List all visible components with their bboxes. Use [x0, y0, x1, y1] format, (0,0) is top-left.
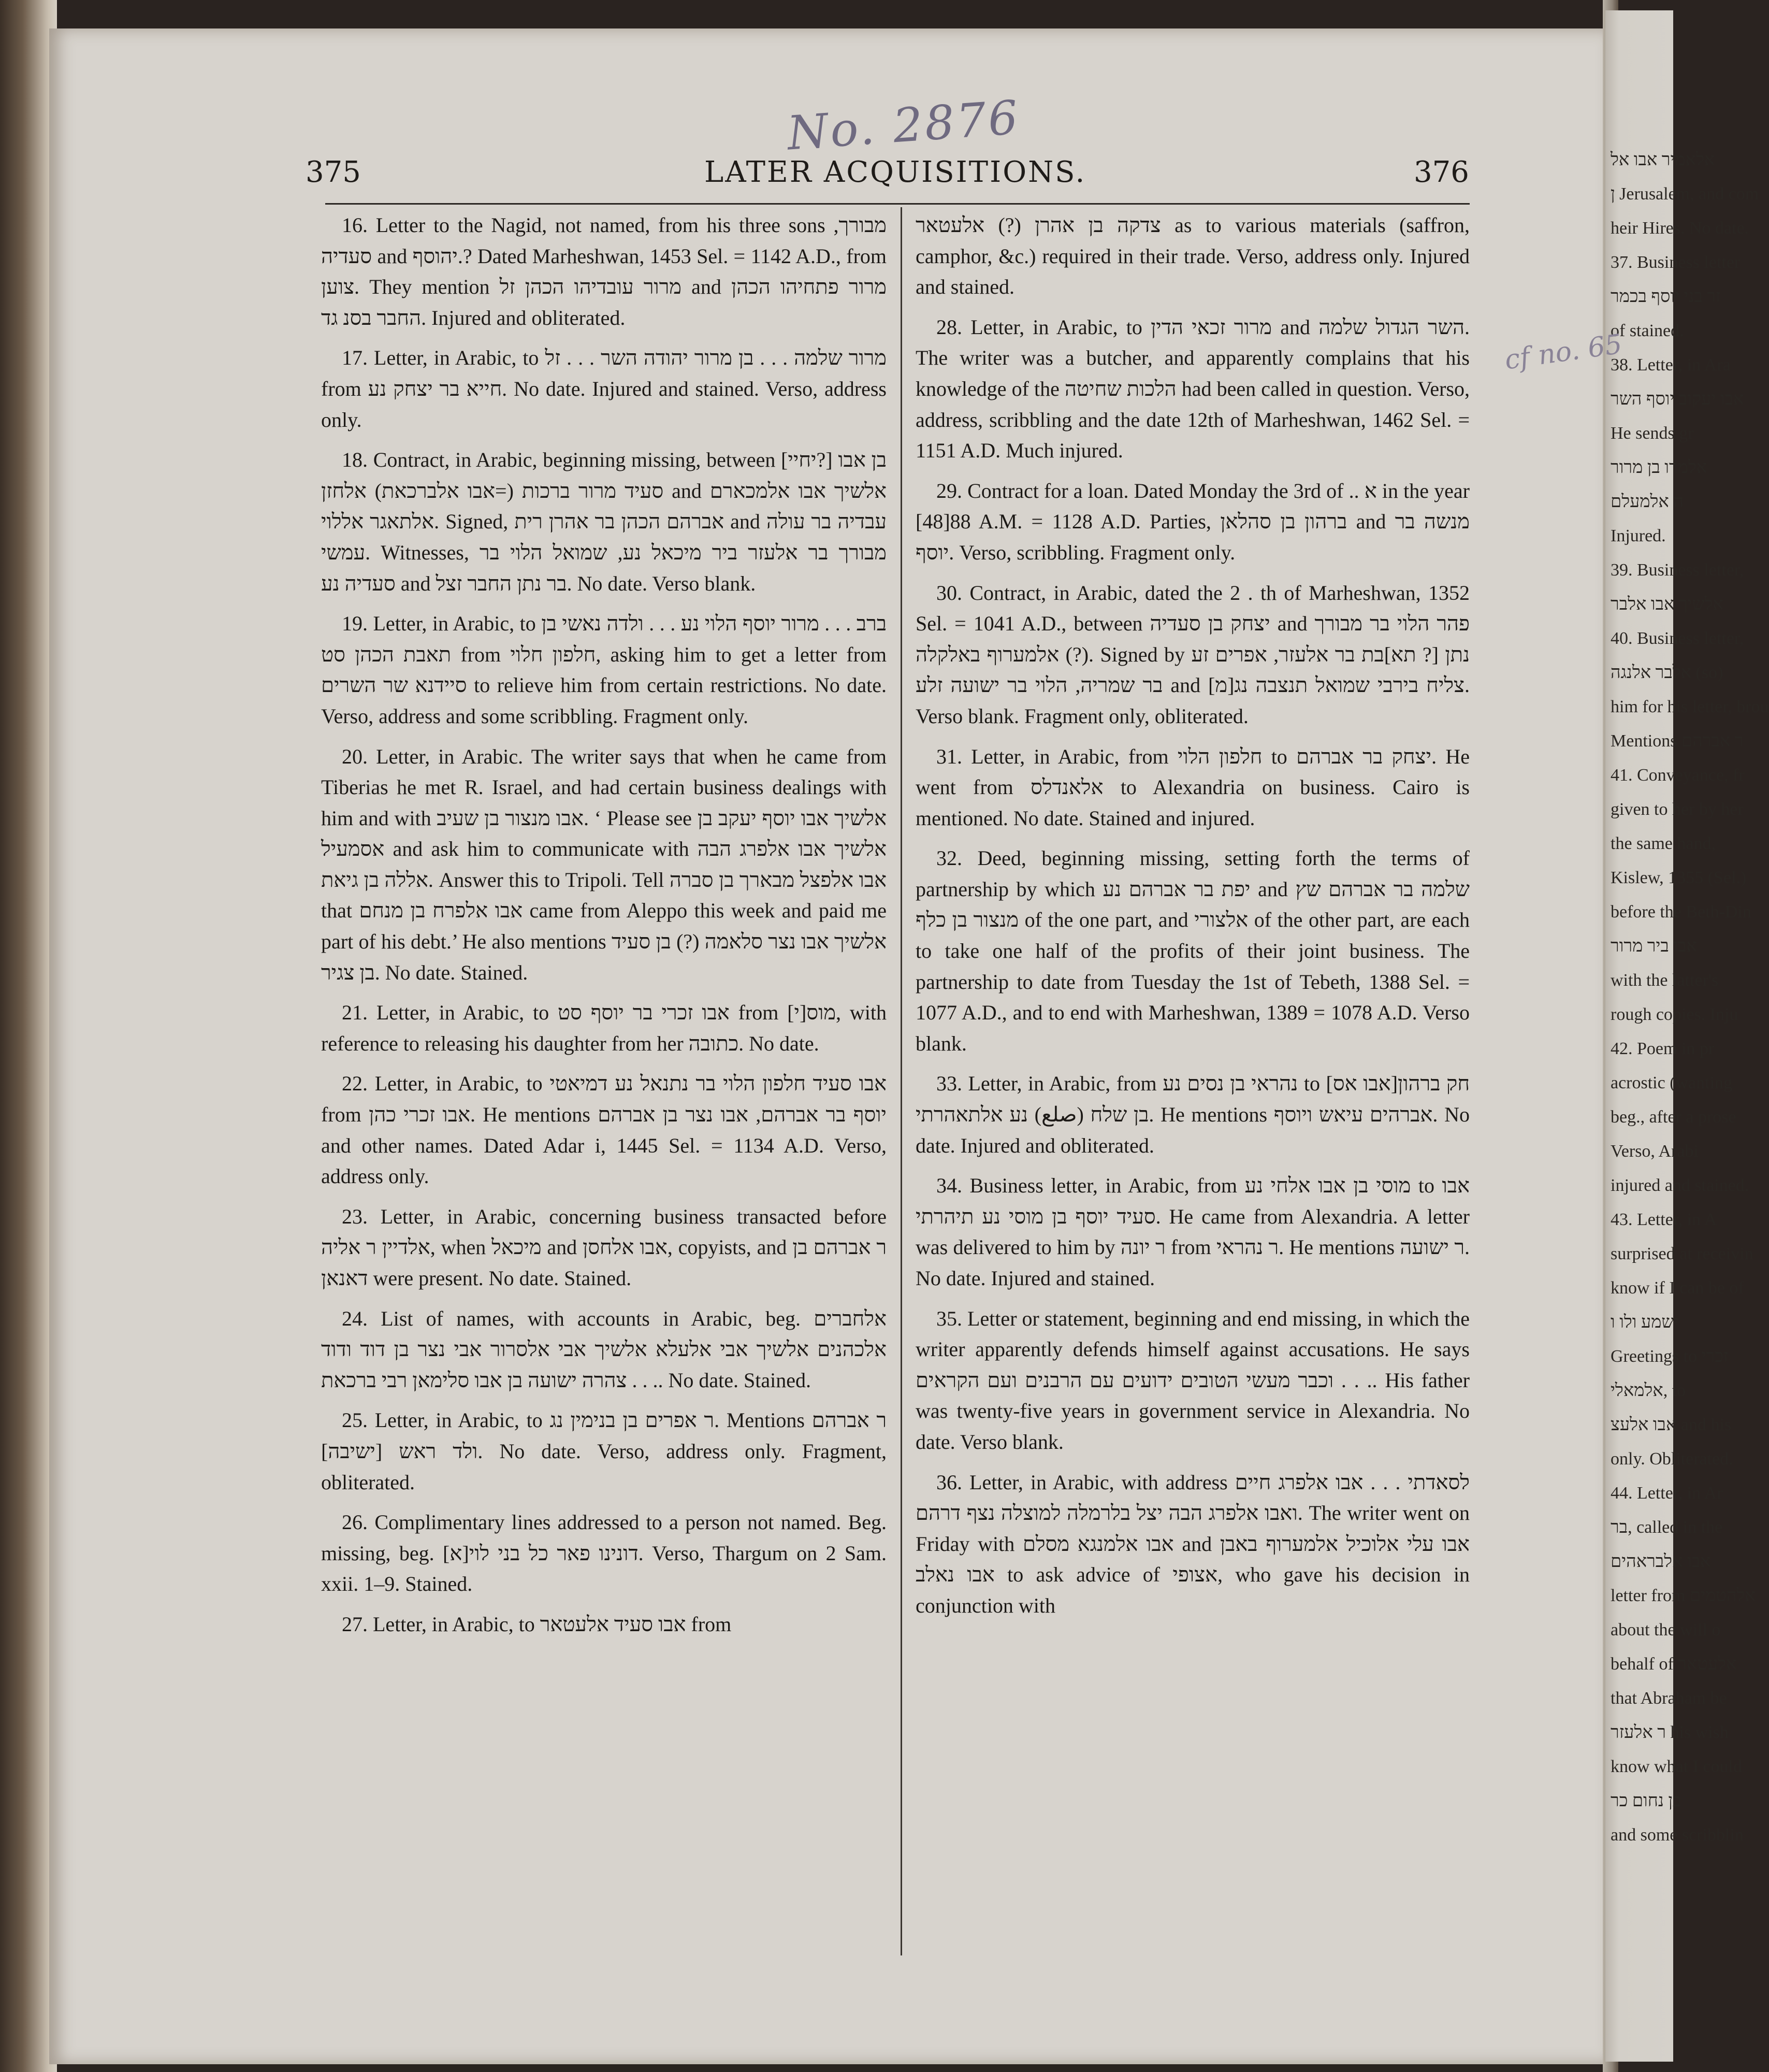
- margin-annotation: cf no. 65: [1502, 328, 1625, 376]
- entry-29: 29. Contract for a loan. Dated Monday the 3rd of .. א in the year [48]88 A.M. = 1128 A.D. Parties, ברהון בן סהלאן and מנשה בר יוסף. Verso, scribbling. Fragment only.: [916, 479, 1470, 564]
- next-page-line: given to her by her: [1611, 800, 1744, 819]
- left-page-number: 375: [306, 155, 361, 189]
- next-page-line: only. Obliterated.: [1611, 1449, 1733, 1469]
- next-page-line: 37. Business letter: [1611, 253, 1741, 272]
- next-page-line: Injured.: [1611, 526, 1666, 545]
- next-page-line: ה אלמעלם: [1611, 492, 1684, 511]
- next-page-line: of stained.: [1611, 321, 1684, 340]
- next-page-line: Verso, Arabi: [1611, 1142, 1699, 1161]
- next-page-line: אלאמיר אבו אל: [1611, 150, 1715, 169]
- next-page-line: ן Jerusalem, and com: [1611, 184, 1759, 204]
- next-page-line: אלבר אלנגה (so): [1611, 663, 1723, 682]
- next-page-strip: [1605, 10, 1769, 2062]
- next-page-line: know what I could: [1611, 1757, 1743, 1776]
- next-page-line: בן נחום כר: [1611, 1791, 1681, 1810]
- entry-25: 25. Letter, in Arabic, to ר אפרים בן בנימין נג. Mentions ר אברהם ולד ראש [ישיבה]. No date. Verso, address only. Fragment, obliterated.: [321, 1408, 887, 1494]
- next-page-line: 39. Business letter,: [1611, 560, 1744, 580]
- next-page-line: and some scribblin: [1611, 1825, 1744, 1845]
- entry-33: 33. Letter, in Arabic, from נהראי בן נסים נע to [אבו אס]חק ברהון בן שלח (صلع) נע אלתאהרתי. He mentions אברהים עיאש ויוסף. No date. Injured and obliterated.: [916, 1072, 1470, 1157]
- next-page-line: behalf of אלעטאר: [1611, 1654, 1737, 1674]
- next-page-line: before the Beth-Din: [1611, 902, 1751, 922]
- next-page-line: אבו אלעצ and his: [1611, 1415, 1732, 1434]
- next-page-line: 44. Letter, in Ar: [1611, 1484, 1723, 1503]
- entry-36: 36. Letter, in Arabic, with address לסאדתי . . . אבו אלפרג חיים ואבו אלפרג הבה יצל בלרמלה למוצלה נצף דרהם. The writer went on Friday with אבו אלמנגא מסלם and אבו עלי אלוכיל אלמערוף באבן אבו נאלב to ask advice of אצופי, who gave his decision in conjunction with: [916, 1470, 1470, 1617]
- next-page-line: know if I can be of: [1611, 1278, 1744, 1298]
- entry-27: 27. Letter, in Arabic, to אבו סעיד אלעטאר from: [342, 1612, 732, 1636]
- next-page-line: about the will o: [1611, 1620, 1721, 1639]
- next-page-line: זר בני יוסף בכמר: [1611, 287, 1721, 306]
- next-page-line: injured and stained.: [1611, 1176, 1749, 1195]
- entry-34: 34. Business letter, in Arabic, from מוסי בן אבו אלחי נע to אבו סעיד יוסף בן מוסי נע תיהרתי. He came from Alexandria. A letter was delivered to him by ר יונה from ר נהראי. He mentions ר ישועה. No date. Injured and stained.: [916, 1174, 1470, 1290]
- pencil-annotation: No. 2876: [785, 90, 1022, 161]
- entry-21: 21. Letter, in Arabic, to אבו זכרי בר יוסף סט from [י]מוס, with reference to releasing his daughter from her כתובה. No date.: [321, 1001, 887, 1055]
- next-page-line: acrostic (wanting: [1611, 1073, 1733, 1092]
- entry-20: 20. Letter, in Arabic. The writer says that when he came from Tiberias he met R. Israel, and had certain business dealings with him and with אבו מנצור בן שעיב. ‘ Please see אלשיך אבו יוסף יעקב בן אסמעיל and ask him to communicate with אלשיך אבו אלפרג הבה אללה בן גיאת. Answer this to Tripoli. Tell אבו אלפצל מבארך בן סברה that אבו אלפרח בן מנחם came from Aleppo this week and paid me part of his debt.’ He also mentions אלשיך אבו נצר סלאמה (?) בן סעיד בן צגיר. No date. Stained.: [321, 744, 887, 984]
- entry-28: 28. Letter, in Arabic, to מרור זכאי הדין and השר הגדול שלמה. The writer was a butcher, and apparently complains that his knowledge of the הלכות שחיטה had been called in question. Verso, address, scribbling and the date 12th of Marheshwan, 1462 Sel. = 1151 A.D. Much injured.: [916, 315, 1470, 463]
- next-page-line: Kislew, 1355 (Sel.): [1611, 868, 1747, 887]
- entry-18: 18. Contract, in Arabic, beginning missing, between [יחיי?] בן אבו סעיד מרור ברכות (=אבו אלברכאת) אלחזן and אלשיך אבו אלמכארם אלתאגר אללוי. Signed, אברהם הכהן בר אהרן רית and עבדיה בר עולה עמשי. Witnesses, מבורך בר אלעזר ביר מיכאל נע, שמואל הלוי בר סעדיה נע and בר נתן החבר זצל. No date. Verso blank.: [321, 448, 887, 595]
- next-page-line: 38. Letter, in Ara: [1611, 355, 1731, 375]
- next-page-line: 40. Business letter,: [1611, 629, 1744, 648]
- next-page-line: אבו יעקוב יוסף השר: [1611, 390, 1744, 409]
- next-page-line: surprised at receivin: [1611, 1244, 1753, 1263]
- book-gutter: [0, 0, 57, 2072]
- next-page-line: beg., after a prose: [1611, 1107, 1736, 1127]
- header-rule: [325, 203, 1470, 205]
- entry-35: 35. Letter or statement, beginning and end missing, in which the writer apparently defends himself against accusations. He says וכבר מעשי הטובים ידועים עם הרבנים ועם הקראים . . .. His father was twenty-five years in government service in Alexandria. No date. Verso blank.: [916, 1306, 1470, 1454]
- next-page-line: him for his letter, brou: [1611, 697, 1769, 716]
- running-header: [0, 155, 1673, 197]
- left-column: [321, 210, 887, 1961]
- entry-26: 26. Complimentary lines addressed to a person not named. Beg. missing, beg. [א]דונינו פאר כל בני לוי. Verso, Thargum on 2 Sam. xxii. 1–9. Stained.: [321, 1510, 887, 1596]
- next-page-line: ישמע ולו ו: [1611, 1313, 1679, 1332]
- entry-16: 16. Letter to the Nagid, not named, from his three sons מבורך, סעדיה and יהוסף.? Dated Marheshwan, 1453 Sel. = 1142 A.D., from צוען. They mention מרור עובדיהו הכהן זל and מרור פתחיהו הכהן החבר בסנ גד. Injured and obliterated.: [321, 213, 887, 329]
- next-page-line: Greetings to זכרי: [1611, 1347, 1729, 1366]
- next-page-line: ר אלעזר his wish: [1611, 1723, 1729, 1742]
- next-page-line: 42. Poem in pr: [1611, 1039, 1715, 1058]
- next-page-line: אבו אלבראהים: [1611, 1552, 1711, 1571]
- entry-31: 31. Letter, in Arabic, from חלפון הלוי to יצחק בר אברהם. He went from אלאנדלס to Alexandria on business. Cairo is mentioned. No date. Stained and injured.: [916, 744, 1470, 830]
- next-page-line: 43. Letter, in A: [1611, 1210, 1717, 1229]
- entry-19: 19. Letter, in Arabic, to ברב . . . מרור יוסף הלוי נע . . . ולדה נאשי בן תאבת הכהן סט from חלפון חלוי, asking him to get a letter from סיידנא שר השרים to relieve him from certain restrictions. No date. Verso, address and some scribbling. Fragment only.: [321, 612, 887, 728]
- entry-23: 23. Letter, in Arabic, concerning business transacted before אלדיין ר אליה, when מיכאל and אבו אלחסן, copyists, and ר אברהם בן דאנאן were present. No date. Stained.: [321, 1204, 887, 1290]
- next-page-line: the same hand,: [1611, 834, 1716, 853]
- right-page-number: 376: [1414, 155, 1469, 189]
- running-title: LATER ACQUISITIONS.: [704, 155, 1086, 189]
- next-page-line: rough copies. Inju: [1611, 1005, 1738, 1024]
- entry-30: 30. Contract, in Arabic, dated the 2 . th of Marheshwan, 1352 Sel. = 1041 A.D., between יצחק בן סעדיה and פהר הלוי בר מבורך אלמערוף באלקלה (?). Signed by נתן [? תא]בת בר אלעזר, אפרים זע בר שמריה, הלוי בר ישועה זלע and [מ]צליח בירבי שמואל תנצבה נג. Verso blank. Fragment only, obliterated.: [916, 581, 1470, 728]
- column-divider: [901, 207, 902, 1955]
- next-page-line: אלשיך אבו אלבר: [1611, 595, 1723, 614]
- entry-17: 17. Letter, in Arabic, to מרור שלמה . . . בן מרור יהודה השר . . . זל from חייא בר יצחק נע. No date. Injured and stained. Verso, address only.: [321, 346, 887, 431]
- entry-24: 24. List of names, with accounts in Arabic, beg. אלחברים אלכהנים אלשיך אבי אלעלא אלשיך אבי אלסרור אבי נצר בן דוד ודוד צהרה ישועה בן אבו סלימאן רבי ברכאת . . .. No date. Stained.: [321, 1306, 887, 1392]
- next-page-line: He sends gr: [1611, 424, 1694, 443]
- entry-22: 22. Letter, in Arabic, to אבו סעיד חלפון הלוי בר נתנאל נע דמיאטי from אבו זכרי כהן. He mentions יוסף בר אברהם, אבו נצר בן אברהם and other names. Dated Adar i, 1445 Sel. = 1134 A.D. Verso, address only.: [321, 1072, 887, 1188]
- entry-32: 32. Deed, beginning missing, setting forth the terms of partnership by which יפת בר אברהם נע and שלמה בר אברהם שץ מנצור בן כלף of the one part, and אלצורי of the other part, are each to take one half of the profits of their joint business. The partnership to date from Tuesday the 1st of Tebeth, 1388 Sel. = 1077 A.D., and to end with Marheshwan, 1389 = 1078 A.D. Verso blank.: [916, 846, 1470, 1055]
- right-column: [916, 210, 1470, 1961]
- next-page-line: Mentions ר אברהם: [1611, 731, 1744, 751]
- next-page-line: letter from אלהטמים: [1611, 1586, 1756, 1605]
- next-page-line: that Abraham be: [1611, 1689, 1727, 1708]
- next-page-line: אלמאלי, to: [1611, 1381, 1686, 1400]
- next-page-line: אבו ביר מרור: [1611, 937, 1697, 956]
- next-page-line: 41. Conveyance, fr: [1611, 766, 1745, 785]
- entry-27-cont: צדקה בן אהרן (?) אלעטאר as to various materials (saffron, camphor, &c.) required in their trade. Verso, address only. Injured and stained.: [916, 213, 1470, 299]
- next-page-line: heir Hires. No date.: [1611, 219, 1749, 238]
- next-page-line: בר, called in the: [1611, 1518, 1723, 1537]
- next-page-line: אלמרו בן מרור: [1611, 458, 1707, 477]
- next-page-line: with the latter's: [1611, 971, 1719, 990]
